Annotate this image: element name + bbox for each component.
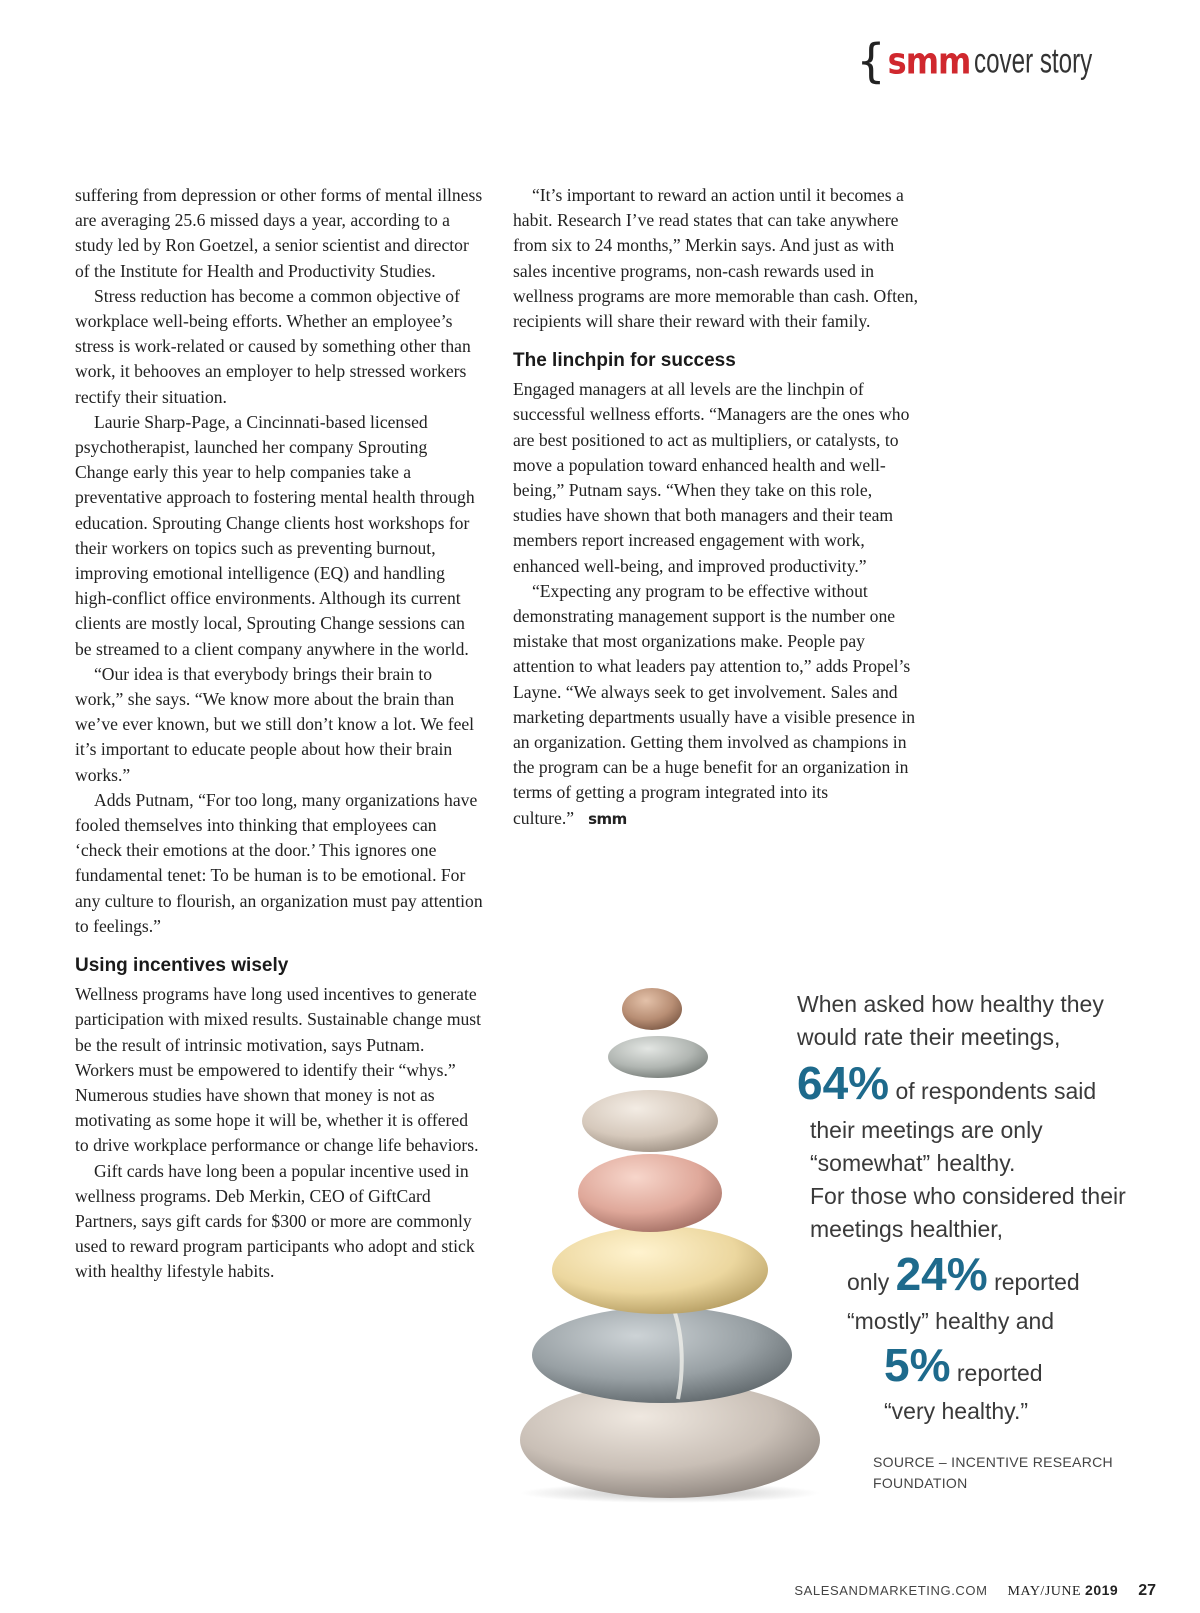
callout-source <box>873 1452 1113 1494</box>
callout-stat-64 <box>797 1057 1097 1109</box>
stone-4 <box>578 1154 722 1232</box>
paragraph: Engaged managers at all levels are the linchpin of successful wellness efforts. “Managers are the ones who are best positioned to act as multipliers, or catalysts, to move a population toward enhanced health and well-being,” Putnam says. “When they take on this role, studies have shown that both managers and their team members report increased engagement with work, enhanced well-being, and improved productivity.” <box>513 379 910 576</box>
stone-3 <box>552 1226 768 1314</box>
section-logo <box>856 34 1126 88</box>
page-footer <box>794 1582 1156 1600</box>
end-mark-logo: smm <box>588 809 627 828</box>
callout-body <box>810 1114 1126 1246</box>
source-line: FOUNDATION <box>873 1475 968 1491</box>
stat-text: reported <box>994 1269 1080 1295</box>
callout-stat-24 <box>847 1248 1080 1300</box>
subheading: The linchpin for success <box>513 350 736 372</box>
stat-prefix: only <box>847 1269 890 1295</box>
section-title: cover story <box>974 40 1093 81</box>
callout-line: meetings healthier, <box>810 1216 1004 1242</box>
paragraph-text: “Expecting any program to be effective without demonstrating management support is the number one mistake that most organizations make. People pay attention to what leaders pay attention to,” adds Propel’s Layne. “We always seek to get involvement. Sales and marketing departments usually have a visible presence in an organization. Getting them involved as champions in the program can be a huge benefit for an organization in terms of getting a program integrated into its culture.” <box>513 580 916 828</box>
paragraph: Gift cards have long been a popular incentive used in wellness programs. Deb Merkin, CEO of GiftCard Partners, says gift cards for $300 or more are commonly used to reward program participants who adopt and stick with healthy lifestyle habits. <box>75 1160 475 1282</box>
paragraph <box>513 579 925 832</box>
paragraph: Stress reduction has become a common objective of workplace well-being efforts. Whether an employee’s stress is work-related or caused by something other than work, it behooves an employer to help stressed workers rectify their situation. <box>75 285 471 407</box>
subheading: Using incentives wisely <box>75 955 289 977</box>
footer-site: SALESANDMARKETING.COM <box>794 1583 988 1598</box>
stat-value: 64% <box>797 1057 890 1109</box>
stat-text: reported <box>956 1360 1043 1386</box>
article-column-left <box>75 183 483 1285</box>
footer-issue <box>1008 1582 1119 1600</box>
stone-6 <box>608 1036 708 1078</box>
stat-text: of respondents said <box>895 1078 1097 1104</box>
callout-line: “mostly” healthy and <box>847 1308 1055 1334</box>
stone-7 <box>622 988 682 1030</box>
brand-logo: smm <box>887 39 971 83</box>
callout-line: “somewhat” healthy. <box>810 1150 1016 1176</box>
logo-bracket: { <box>856 34 886 88</box>
callout-line: “very healthy.” <box>884 1398 1029 1424</box>
paragraph: “It’s important to reward an action until it becomes a habit. Research I’ve read states that can take anywhere from six to 24 months,” Merkin says. And just as with sales incentive programs, non-cash rewards used in wellness programs are more memorable than cash. Often, recipients will share their reward with their family. <box>513 185 918 332</box>
stat-value: 24% <box>895 1248 988 1300</box>
source-line: SOURCE – INCENTIVE RESEARCH <box>873 1454 1113 1470</box>
paragraph: suffering from depression or other forms of mental illness are averaging 25.6 missed days a year, according to a study led by Ron Goetzel, a senior scientist and director of the Institute for Health and Productivity Studies. <box>75 185 483 281</box>
paragraph: Adds Putnam, “For too long, many organizations have fooled themselves into thinking that employees can ‘check their emotions at the door.’ This ignores one fundamental tenet: To be human is to be emotional. For any culture to flourish, an organization must pay attention to feelings.” <box>75 789 483 936</box>
stat-value: 5% <box>884 1339 951 1391</box>
callout-line: For those who considered their <box>810 1183 1126 1209</box>
article-column-right <box>513 183 925 832</box>
stacked-stones-image <box>510 985 830 1505</box>
issue-year: 2019 <box>1085 1582 1119 1598</box>
issue-month: MAY/JUNE <box>1007 1584 1082 1599</box>
page-number: 27 <box>1138 1582 1156 1599</box>
stone-2 <box>532 1307 792 1403</box>
callout-line: would rate their meetings, <box>797 1024 1061 1050</box>
callout-line: their meetings are only <box>810 1117 1043 1143</box>
callout-stat-5 <box>884 1339 1043 1391</box>
callout-line: When asked how healthy they <box>797 991 1104 1017</box>
paragraph: “Our idea is that everybody brings their brain to work,” she says. “We know more about the brain than we’ve ever known, but we still don’t know a lot. We feel it’s important to educate people about how their brain works.” <box>75 663 475 785</box>
paragraph: Laurie Sharp-Page, a Cincinnati-based licensed psychotherapist, launched her company Sprouting Change early this year to help companies take a preventative approach to fostering mental health through education. Sprouting Change clients host workshops for their workers on topics such as preventing burnout, improving emotional intelligence (EQ) and handling high-conflict office environments. Although its current clients are mostly local, Sprouting Change sessions can be streamed to a client company anywhere in the world. <box>75 411 475 659</box>
stone-5 <box>582 1090 718 1152</box>
paragraph: Wellness programs have long used incentives to generate participation with mixed results. Sustainable change must be the result of intrinsic motivation, says Putnam. Workers must be empowered to identify their “whys.” Numerous studies have shown that money is not as motivating as some hope it will be, whether it is offered to drive workplace performance or change life behaviors. <box>75 984 482 1156</box>
callout-intro <box>797 988 1104 1054</box>
